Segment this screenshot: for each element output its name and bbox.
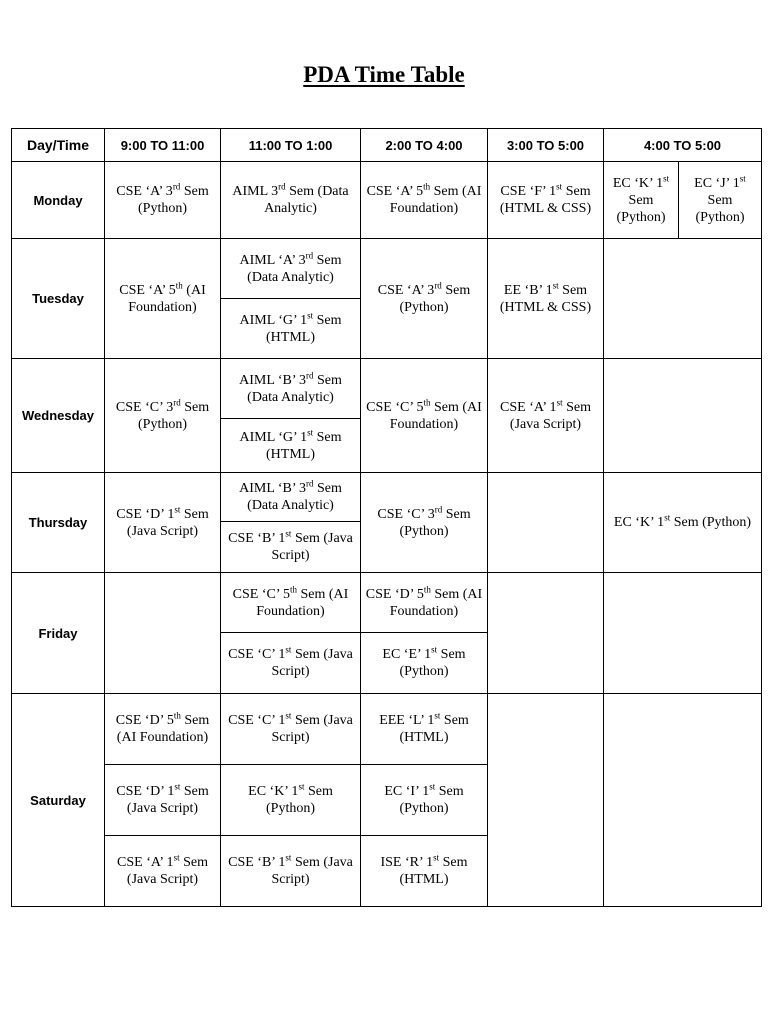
row-thursday [12,473,762,522]
empty-cell [604,359,762,473]
class-cell: CSE ‘C’ 5th Sem (AI Foundation) [361,359,488,473]
day-saturday: Saturday [12,694,105,907]
empty-cell [604,573,762,694]
class-cell: CSE ‘F’ 1st Sem (HTML & CSS) [488,162,604,239]
header-row [12,129,762,162]
class-cell: AIML ‘G’ 1st Sem (HTML) [221,419,361,473]
page-title: PDA Time Table [303,62,465,87]
class-cell: CSE ‘D’ 1st Sem (Java Script) [105,765,221,836]
header-slot-9-11: 9:00 TO 11:00 [105,129,221,162]
empty-cell [604,694,762,907]
empty-cell [488,573,604,694]
timetable [11,128,762,907]
class-cell: EC ‘I’ 1st Sem (Python) [361,765,488,836]
class-cell: EC ‘K’ 1st Sem (Python) [221,765,361,836]
class-cell: AIML 3rd Sem (Data Analytic) [221,162,361,239]
row-monday [12,162,762,239]
header-day-time: Day/Time [12,129,105,162]
class-cell: AIML ‘B’ 3rd Sem (Data Analytic) [221,359,361,419]
header-slot-11-1: 11:00 TO 1:00 [221,129,361,162]
header-slot-2-4: 2:00 TO 4:00 [361,129,488,162]
class-cell: CSE ‘D’ 1st Sem (Java Script) [105,473,221,573]
empty-cell [488,694,604,907]
row-wednesday [12,359,762,419]
day-tuesday: Tuesday [12,239,105,359]
day-wednesday: Wednesday [12,359,105,473]
class-cell: CSE ‘C’ 3rd Sem (Python) [105,359,221,473]
empty-cell [604,239,762,359]
class-cell: CSE ‘A’ 5th Sem (AI Foundation) [361,162,488,239]
row-friday [12,573,762,633]
class-cell: CSE ‘D’ 5th Sem (AI Foundation) [361,573,488,633]
class-cell: AIML ‘G’ 1st Sem (HTML) [221,299,361,359]
class-cell: AIML ‘B’ 3rd Sem (Data Analytic) [221,473,361,522]
row-saturday [12,694,762,765]
class-cell: CSE ‘A’ 3rd Sem (Python) [105,162,221,239]
class-cell: CSE ‘B’ 1st Sem (Java Script) [221,836,361,907]
class-cell: CSE ‘A’ 1st Sem (Java Script) [105,836,221,907]
day-monday: Monday [12,162,105,239]
class-cell: EC ‘J’ 1st Sem (Python) [679,162,762,239]
class-cell: ISE ‘R’ 1st Sem (HTML) [361,836,488,907]
class-cell: CSE ‘A’ 5th (AI Foundation) [105,239,221,359]
row-tuesday [12,239,762,299]
class-cell: CSE ‘C’ 3rd Sem (Python) [361,473,488,573]
class-cell: CSE ‘B’ 1st Sem (Java Script) [221,522,361,573]
class-cell: CSE ‘C’ 5th Sem (AI Foundation) [221,573,361,633]
class-cell: EE ‘B’ 1st Sem (HTML & CSS) [488,239,604,359]
day-thursday: Thursday [12,473,105,573]
class-cell: CSE ‘D’ 5th Sem (AI Foundation) [105,694,221,765]
empty-cell [105,573,221,694]
class-cell: EC ‘K’ 1st Sem (Python) [604,162,679,239]
class-cell: CSE ‘A’ 1st Sem (Java Script) [488,359,604,473]
class-cell: EC ‘E’ 1st Sem (Python) [361,633,488,694]
empty-cell [488,473,604,573]
class-cell: CSE ‘C’ 1st Sem (Java Script) [221,694,361,765]
class-cell: EC ‘K’ 1st Sem (Python) [604,473,762,573]
header-slot-3-5: 3:00 TO 5:00 [488,129,604,162]
class-cell: AIML ‘A’ 3rd Sem (Data Analytic) [221,239,361,299]
header-slot-4-5: 4:00 TO 5:00 [604,129,762,162]
class-cell: CSE ‘A’ 3rd Sem (Python) [361,239,488,359]
day-friday: Friday [12,573,105,694]
class-cell: CSE ‘C’ 1st Sem (Java Script) [221,633,361,694]
class-cell: EEE ‘L’ 1st Sem (HTML) [361,694,488,765]
